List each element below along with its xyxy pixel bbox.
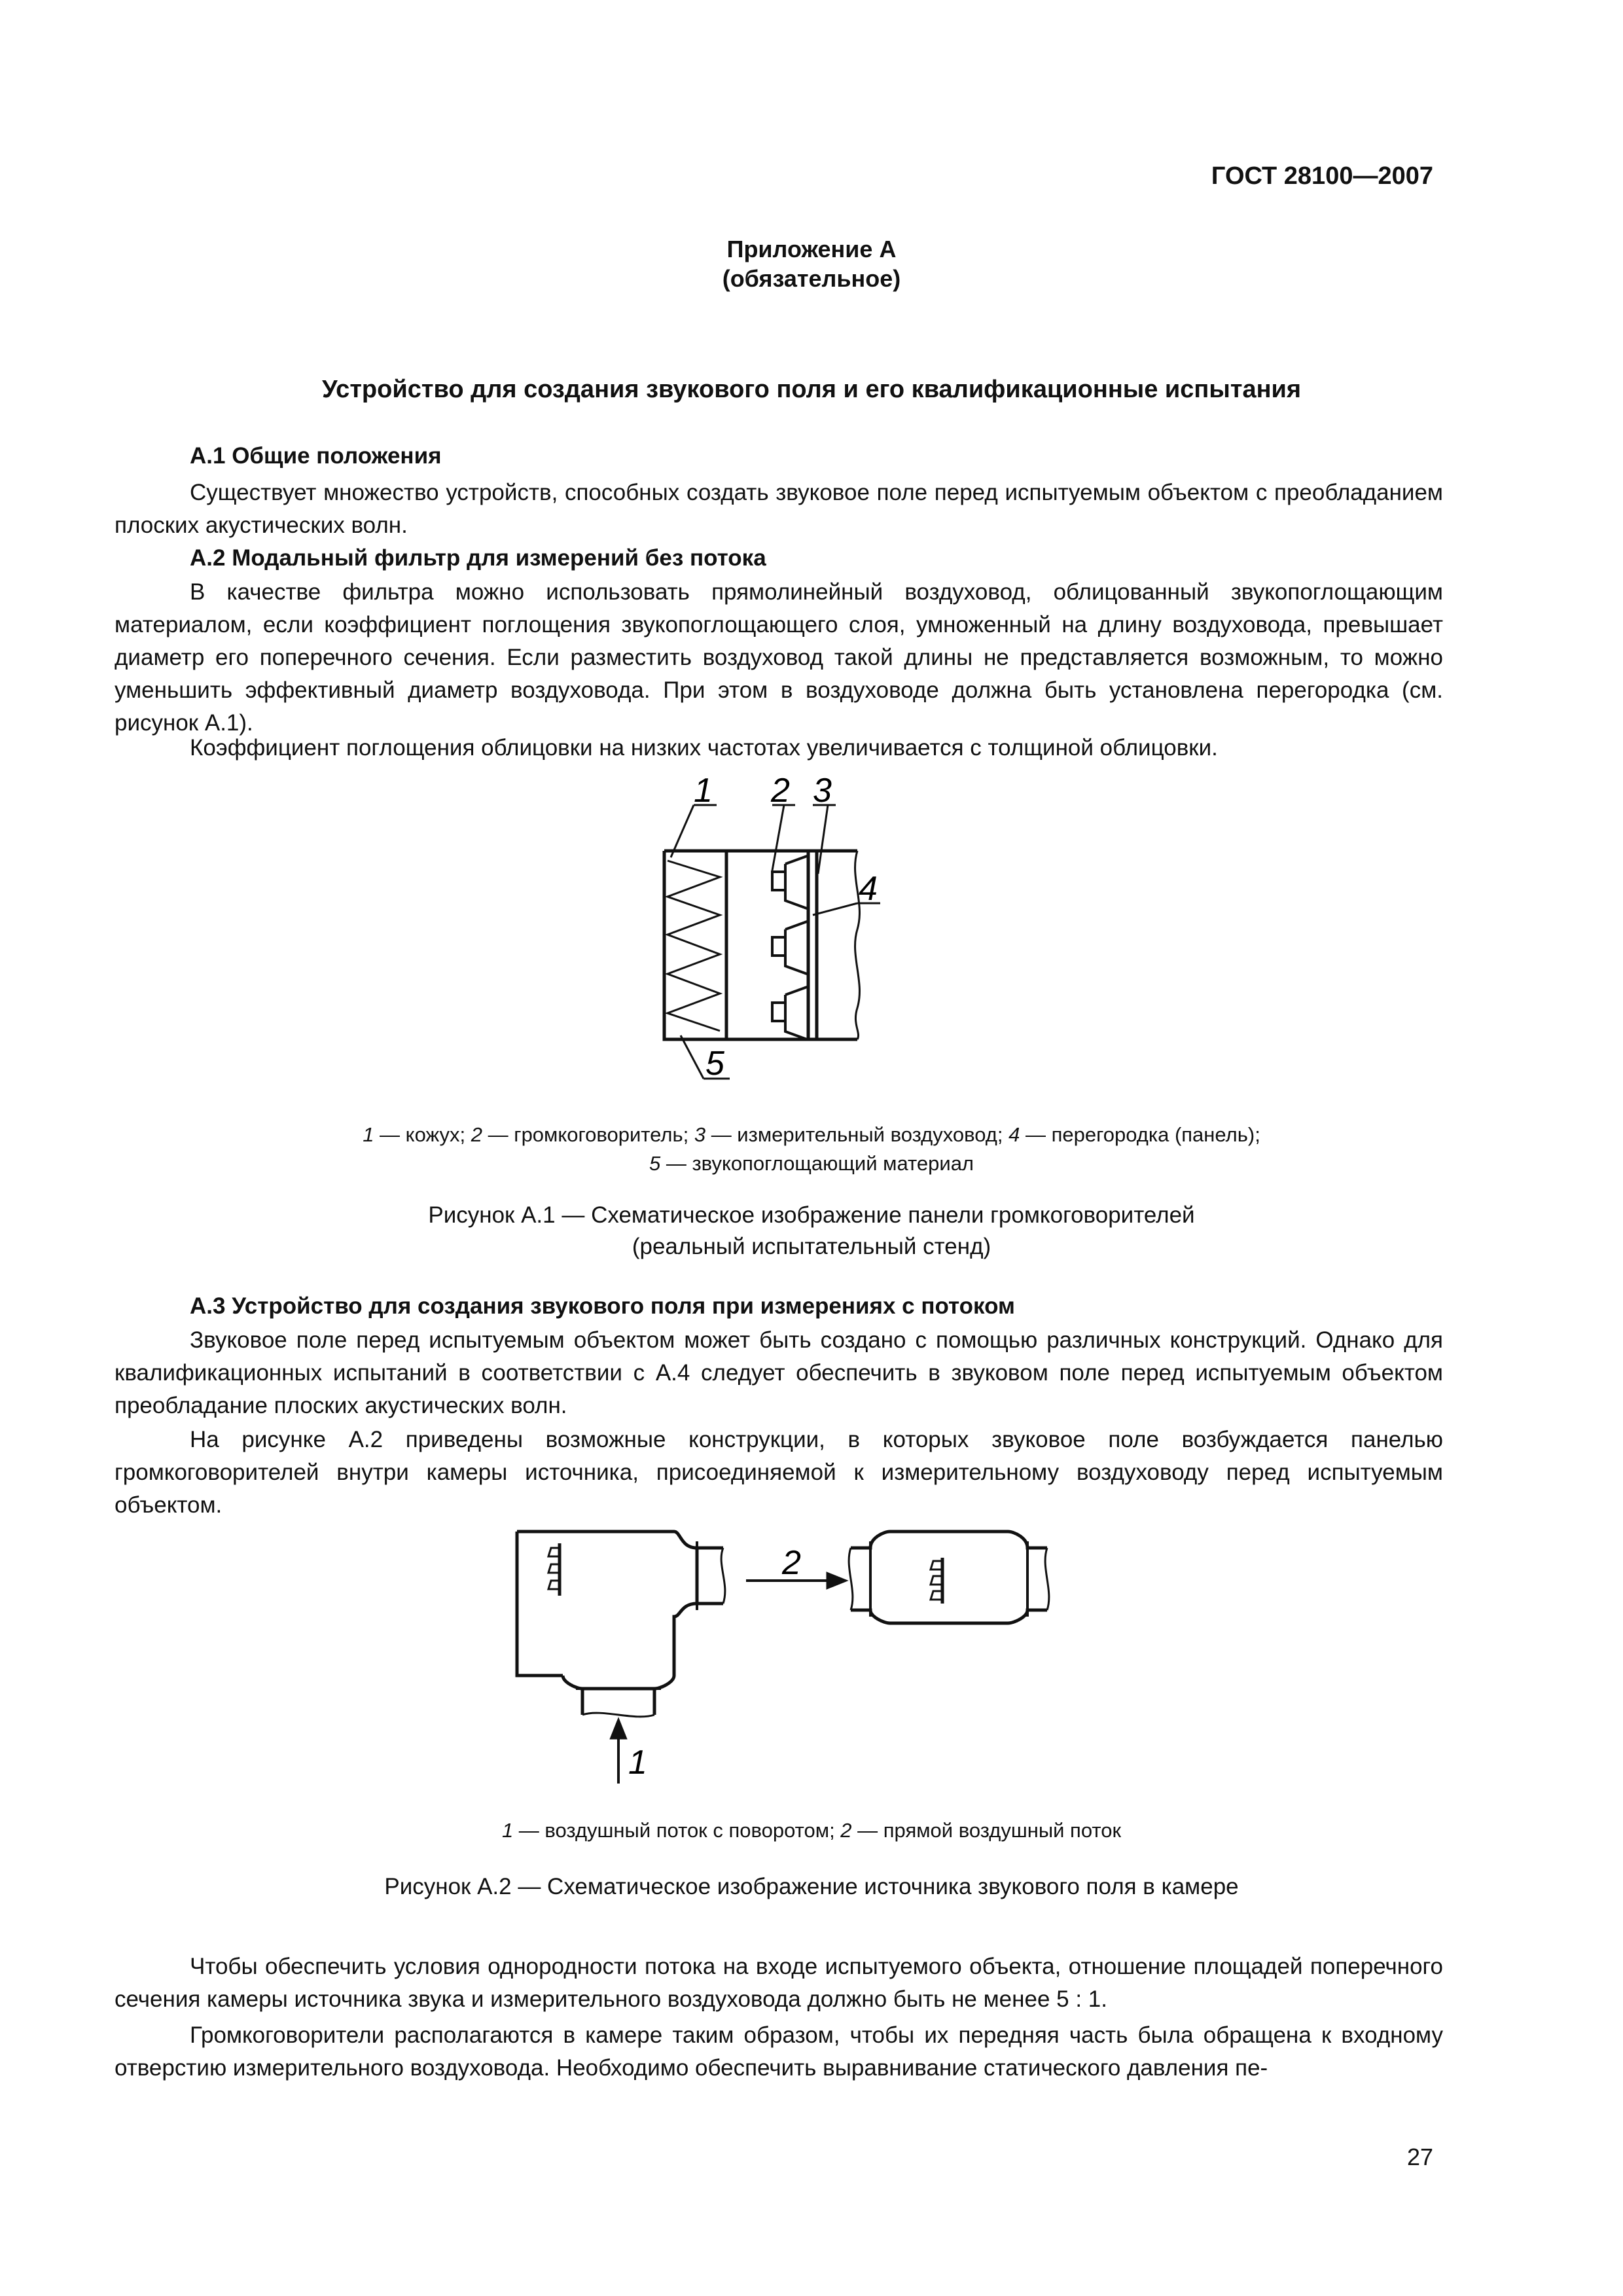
a2-paragraph-1: В качестве фильтра можно использовать прямолинейный воздуховод, облицованный звукопоглощающим материалом, если коэффициент поглощения звукопоглощающего слоя, умноженный на длину воздуховода, превышает диаметр его поперечного сечения. Если разместить воздуховод такой длины не представляется возможным, то можно уменьшить эффективный диаметр воздуховода. При этом в воздуховоде должна быть установлена перегородка (см. рисунок А.1). <box>115 579 1443 736</box>
appendix-title: Приложение А <box>726 236 897 262</box>
fig1-label-1: 1 <box>694 772 713 810</box>
a2-heading: А.2 Модальный фильтр для измерений без потока <box>190 545 766 571</box>
page-number: 27 <box>1406 2144 1433 2170</box>
figure-a1-diagram <box>641 766 929 1100</box>
figure-a1-caption-line2: (реальный испытательный стенд) <box>632 1234 991 1259</box>
a2-paragraph-2: Коэффициент поглощения облицовки на низких частотах увеличивается с толщиной облицовки. <box>190 735 1218 761</box>
figure-a1-legend-line1: 1 — кожух; 2 — громкоговоритель; 3 — измерительный воздуховод; 4 — перегородка (панель); <box>363 1123 1260 1146</box>
tail-paragraph-1: Чтобы обеспечить условия однородности потока на входе испытуемого объекта, отношение площадей поперечного сечения камеры источника звука и измерительного воздуховода должно быть не менее 5 : 1. <box>115 1954 1443 2012</box>
fig1-label-2: 2 <box>771 772 790 810</box>
document-code: ГОСТ 28100—2007 <box>1211 162 1433 190</box>
fig1-label-3: 3 <box>813 772 832 810</box>
figure-a1-legend-line2: 5 — звукопоглощающий материал <box>649 1152 974 1175</box>
figure-a2-caption: Рисунок А.2 — Схематическое изображение источника звукового поля в камере <box>384 1874 1239 1899</box>
a1-heading: А.1 Общие положения <box>190 443 442 469</box>
figure-a1-caption-line1: Рисунок А.1 — Схематическое изображение панели громкоговорителей <box>428 1202 1195 1228</box>
fig1-label-4: 4 <box>859 870 878 908</box>
fig2-label-2: 2 <box>782 1544 801 1582</box>
fig2-label-1: 1 <box>628 1744 647 1782</box>
figure-a2-diagram <box>497 1518 1152 1800</box>
figure-a2-legend: 1 — воздушный поток с поворотом; 2 — прямой воздушный поток <box>501 1819 1122 1842</box>
a3-paragraph-2: На рисунке А.2 приведены возможные конструкции, в которых звуковое поле возбуждается панелью громкоговорителей внутри камеры источника, присоединяемой к измерительному воздуховоду перед испытуемым объектом. <box>115 1427 1443 1518</box>
appendix-status: (обязательное) <box>722 265 901 292</box>
a1-paragraph-1: Существует множество устройств, способных создать звуковое поле перед испытуемым объектом с преобладанием плоских акустических волн. <box>115 480 1443 538</box>
a3-heading: А.3 Устройство для создания звукового поля при измерениях с потоком <box>190 1293 1015 1319</box>
fig1-label-5: 5 <box>705 1045 724 1083</box>
section-title: Устройство для создания звукового поля и его квалификационные испытания <box>321 376 1302 403</box>
tail-paragraph-2: Громкоговорители располагаются в камере таким образом, чтобы их передняя часть была обращена к входному отверстию измерительного воздуховода. Необходимо обеспечить выравнивание статического давления пе- <box>115 2022 1443 2081</box>
a3-paragraph-1: Звуковое поле перед испытуемым объектом может быть создано с помощью различных конструкций. Однако для квалификационных испытаний в соответствии с А.4 следует обеспечить в звуковом поле перед испытуемым объектом преобладание плоских акустических волн. <box>115 1327 1443 1418</box>
